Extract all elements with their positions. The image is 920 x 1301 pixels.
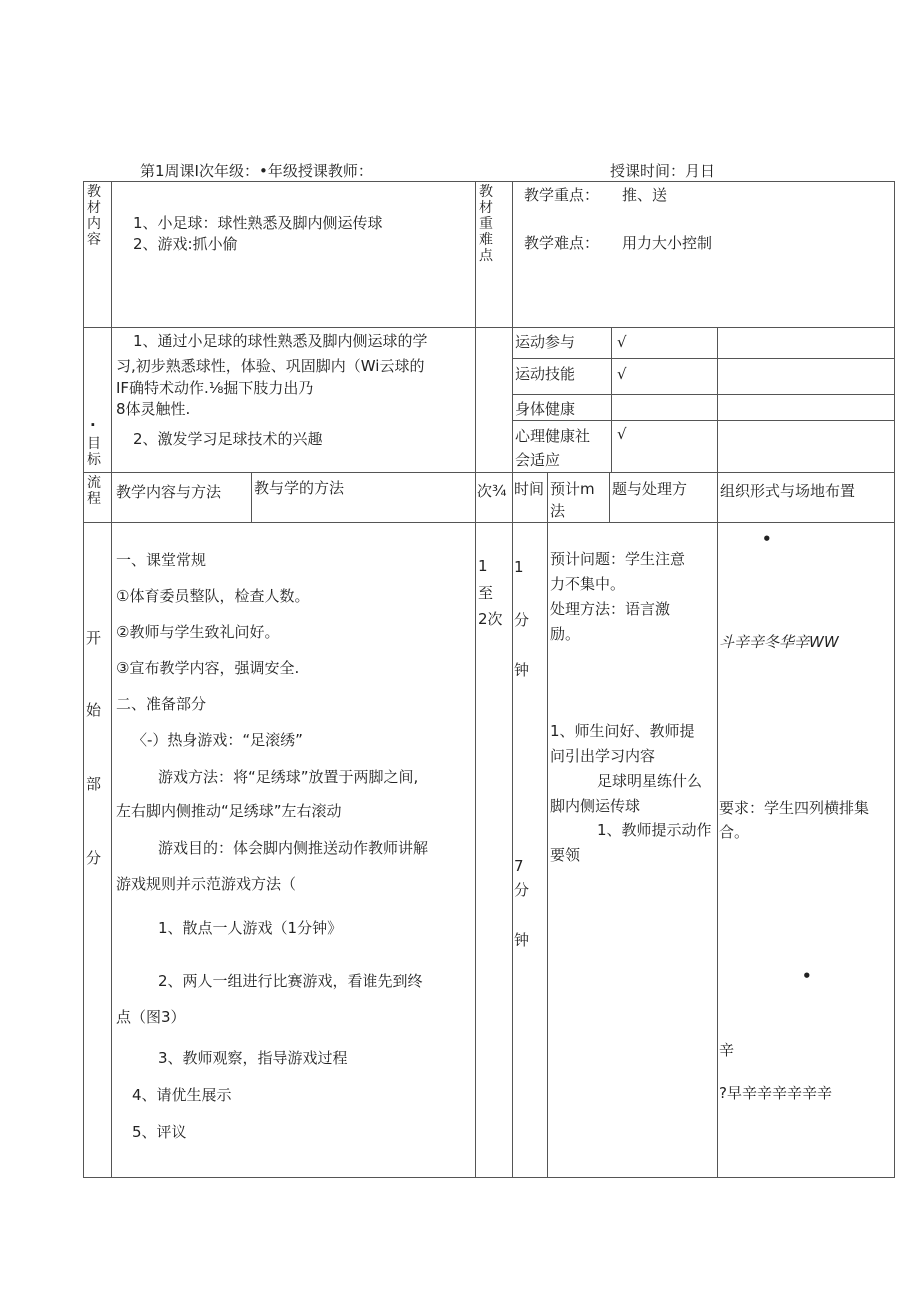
content-line: ①体育委员整队，检查人数。 — [116, 587, 310, 605]
goals-label-dot: · — [90, 416, 96, 434]
phase-char-1: 开 — [86, 629, 102, 647]
grid-line — [512, 420, 895, 421]
header-left: 第1周课I次年级：•年级授课教师： — [140, 162, 373, 180]
content-line: 游戏规则并示范游戏方法（ — [116, 875, 297, 893]
grid-line — [83, 327, 895, 328]
domain-participation: 运动参与 — [515, 333, 576, 351]
phase-char-3: 部 — [86, 775, 102, 793]
content-line: ②教师与学生致礼问好。 — [116, 623, 280, 641]
goals-label: 目标 — [87, 436, 101, 468]
grid-line — [894, 181, 895, 1177]
teacher-line: 脚内侧运传球 — [550, 797, 641, 815]
duration-1-unit2: 钟 — [514, 661, 530, 679]
grid-line — [83, 181, 84, 1177]
org-requirement-1: 要求：学生四列横排集 — [719, 799, 870, 817]
domain-mental-line-1: 心理健康社 — [515, 427, 591, 445]
teacher-line: 足球明星练什么 — [597, 772, 703, 790]
problem-line: 预计问题：学生注意 — [550, 550, 686, 568]
grid-line — [611, 327, 612, 472]
org-dot-1: • — [762, 530, 772, 548]
material-item-2: 2、游戏:抓小偷 — [133, 235, 238, 253]
domain-health: 身体健康 — [515, 400, 576, 418]
material-item-1: 1、小足球：球性熟悉及脚内侧运传球 — [133, 214, 383, 232]
content-line: 〈-）热身游戏：“足滚绣” — [132, 731, 303, 749]
content-line: 二、准备部分 — [116, 695, 207, 713]
header-right: 授课时间：月日 — [610, 162, 716, 180]
header-process: 流程 — [87, 475, 101, 507]
materials-label: 教材内容 — [87, 184, 101, 248]
content-line: 游戏方法：将“足绣球”放置于两脚之间, — [158, 768, 419, 786]
problem-line: 励。 — [550, 625, 581, 643]
grid-line — [83, 181, 895, 182]
header-expected-1: 预计m — [550, 480, 595, 498]
domain-mental-check: √ — [617, 425, 627, 443]
goal-1-line-3: IF确特术动作.⅛掘下肢力出乃 — [116, 379, 314, 397]
key-points-label: 教材重难点 — [479, 184, 493, 264]
content-line: 3、教师观察，指导游戏过程 — [158, 1049, 348, 1067]
teacher-line: 问引出学习内容 — [550, 747, 656, 765]
content-line: 5、评议 — [132, 1123, 187, 1141]
content-line: 4、请优生展示 — [132, 1086, 232, 1104]
org-requirement-2: 合。 — [719, 823, 750, 841]
phase-char-4: 分 — [86, 849, 102, 867]
duration-2-unit: 分 — [514, 881, 530, 899]
content-line: ③宣布教学内容，强调安全. — [116, 659, 300, 677]
header-times: 次¾ — [477, 482, 507, 500]
duration-1-num: 1 — [514, 558, 524, 576]
teacher-line: 1、师生问好、教师提 — [550, 722, 695, 740]
domain-skills-check: √ — [617, 365, 627, 383]
grid-line — [512, 181, 513, 1177]
org-dot-2: • — [802, 967, 812, 985]
domain-participation-check: √ — [617, 333, 627, 351]
header-methods: 教与学的方法 — [254, 479, 345, 497]
content-line: 点（图3） — [116, 1008, 186, 1026]
header-duration: 时间 — [514, 480, 545, 498]
duration-2-num: 7 — [514, 857, 524, 875]
times-2: 至 — [478, 584, 494, 602]
content-line: 左右脚内侧推动“足绣球”左右滚动 — [116, 802, 342, 820]
grid-line — [83, 1177, 895, 1178]
key-point-value: 推、送 — [622, 186, 668, 204]
grid-line — [512, 394, 895, 395]
org-formation-1: 斗辛辛冬华辛WW — [719, 633, 839, 651]
teacher-line: 1、教师提示动作 — [597, 821, 712, 839]
content-line: 游戏目的：体会脚内侧推送动作教师讲解 — [158, 839, 429, 857]
header-handling: 题与处理方 — [612, 480, 688, 498]
content-line: 1、散点一人游戏（1分钟》 — [158, 919, 343, 937]
duration-1-unit: 分 — [514, 611, 530, 629]
teacher-line: 要领 — [550, 846, 581, 864]
grid-line — [83, 522, 895, 523]
duration-2-unit2: 钟 — [514, 931, 530, 949]
domain-mental-line-2: 会适应 — [515, 451, 561, 469]
phase-char-2: 始 — [86, 701, 102, 719]
grid-line — [475, 181, 476, 1177]
times-3: 2次 — [478, 610, 503, 628]
problem-line: 处理方法：语言激 — [550, 600, 671, 618]
goal-2: 2、激发学习足球技术的兴趣 — [133, 430, 323, 448]
grid-line — [609, 472, 610, 522]
grid-line — [717, 327, 718, 1177]
org-formation-2b: ?早辛辛辛辛辛辛 — [719, 1084, 832, 1102]
grid-line — [111, 181, 112, 1177]
header-expected-2: 法 — [550, 502, 566, 520]
grid-line — [547, 472, 548, 1177]
header-content: 教学内容与方法 — [116, 483, 222, 501]
grid-line — [251, 472, 252, 522]
org-formation-2a: 辛 — [719, 1041, 735, 1059]
domain-skills: 运动技能 — [515, 365, 576, 383]
difficulty-label: 教学难点： — [524, 234, 600, 252]
goal-1-line-2: 习,初步熟悉球性，体验、巩固脚内（Wi云球的 — [116, 357, 425, 375]
goal-1-line-1: 1、通过小足球的球性熟悉及脚内侧运球的学 — [133, 332, 428, 350]
grid-line — [83, 472, 895, 473]
times-1: 1 — [478, 557, 488, 575]
problem-line: 力不集中。 — [550, 575, 626, 593]
header-organization: 组织形式与场地布置 — [720, 482, 856, 500]
key-point-label: 教学重点： — [524, 186, 600, 204]
grid-line — [512, 358, 895, 359]
content-line: 2、两人一组进行比赛游戏，看谁先到终 — [158, 972, 423, 990]
difficulty-value: 用力大小控制 — [622, 234, 713, 252]
goal-1-line-4: 8体灵触性. — [116, 400, 191, 418]
content-line: 一、课堂常规 — [116, 551, 207, 569]
